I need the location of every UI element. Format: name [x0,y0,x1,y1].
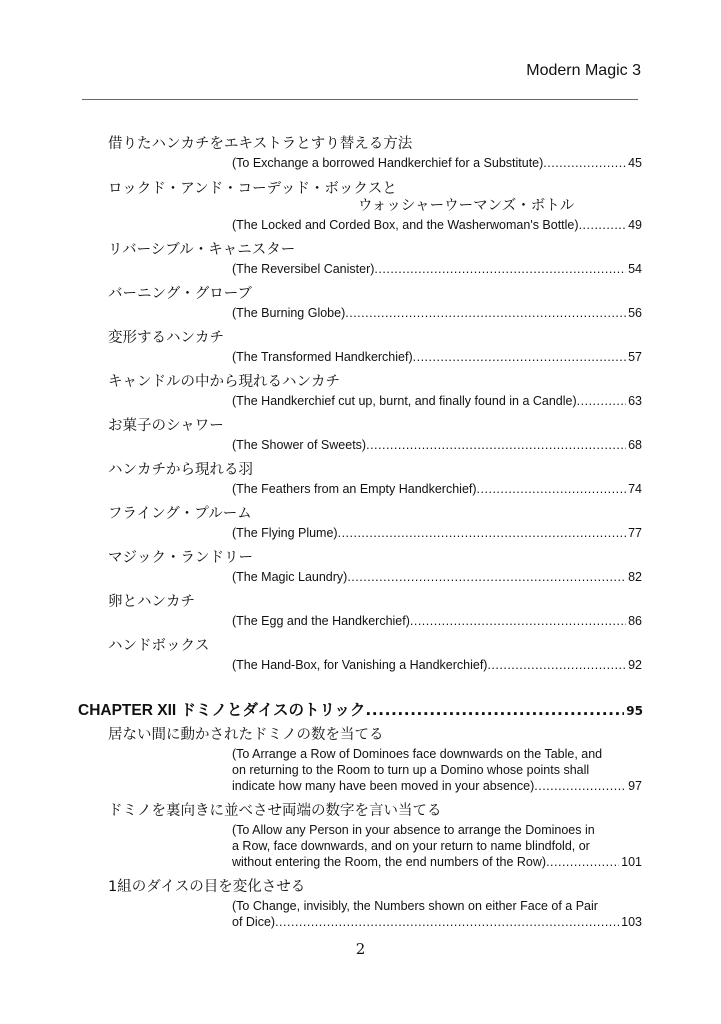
page-ref: 86 [628,614,642,628]
page-ref: 68 [628,438,642,452]
entry-title-en: (The Reversibel Canister) ..... 54 [232,261,642,277]
entry-title-en: (To Allow any Person in your absence to arrange the Dominoes in a Row, face downwards, and on your return to name blindfold, or without entering the Room, the end numbers of the Row) ..... 101 [232,822,642,870]
page-ref: 77 [628,526,642,540]
entry-title-en: (The Flying Plume) ..... 77 [232,525,642,541]
entry-title-ja: 卵とハンカチ [108,594,195,610]
entry-title-ja: 1組のダイスの目を変化させる [108,879,306,895]
entry-title-en: (The Feathers from an Empty Handkerchief) ..... 74 [232,481,642,497]
page-ref: 57 [628,350,642,364]
page-number: 2 [355,940,366,958]
page-ref: 63 [628,394,642,408]
entry-title-ja: マジック・ランドリー [108,550,253,566]
entry-title-ja: お菓子のシャワー [108,418,224,434]
page-ref: 103 [621,915,642,929]
entry-title-ja: 変形するハンカチ [108,330,224,346]
page-ref: 56 [628,306,642,320]
running-header: Modern Magic 3 [526,62,641,79]
entry-title-ja: フライング・プルーム [108,506,252,522]
entry-title-en: (The Handkerchief cut up, burnt, and finally found in a Candle) ..... 63 [232,393,642,409]
entry-title-en: (The Locked and Corded Box, and the Washerwoman's Bottle) ..... 49 [232,217,642,233]
entry-title-en: (The Hand-Box, for Vanishing a Handkerchief) ..... 92 [232,657,642,673]
page-ref: 97 [628,779,642,793]
page-ref: 74 [628,482,642,496]
entry-title-en: (To Change, invisibly, the Numbers shown on either Face of a Pair of Dice) ..... 103 [232,898,642,930]
chapter-heading: CHAPTER XII ドミノとダイスのトリック ..... 95 [78,698,643,720]
entry-title-ja: リバーシブル・キャニスター [108,242,296,258]
entry-title-en: (The Magic Laundry) ..... 82 [232,569,642,585]
entry-title-ja: ロックド・アンド・コーデッド・ボックスと [108,181,397,197]
entry-title-ja: ハンカチから現れる羽 [108,462,253,478]
entry-title-en: (To Arrange a Row of Dominoes face downwards on the Table, and on returning to the Room to turn up a Domino whose points shall indicate how many have been moved in your absence) ..... 97 [232,746,642,794]
entry-title-en: (The Transformed Handkerchief) ..... 57 [232,349,642,365]
page-ref: 95 [626,704,643,718]
entry-title-en: (The Burning Globe) ..... 56 [232,305,642,321]
page-ref: 49 [628,218,642,232]
header-rule [82,99,638,100]
page-ref: 45 [628,156,642,170]
page-ref: 92 [628,658,642,672]
entry-title-en: (The Egg and the Handkerchief) ..... 86 [232,613,642,629]
entry-title-ja: キャンドルの中から現れるハンカチ [108,374,340,390]
entry-title-ja: 居ない間に動かされたドミノの数を当てる [108,727,384,743]
entry-title-ja: ドミノを裏向きに並べさせ両端の数字を言い当てる [108,803,442,819]
entry-title-en: (To Exchange a borrowed Handkerchief for a Substitute) ..... 45 [232,155,642,171]
entry-title-ja-continuation: ウォッシャーウーマンズ・ボトル [358,198,575,214]
entry-title-ja: バーニング・グローブ [108,286,252,302]
page-ref: 82 [628,570,642,584]
entry-title-ja: 借りたハンカチをエキストラとすり替える方法 [108,136,413,152]
page-ref: 54 [628,262,642,276]
entry-title-en: (The Shower of Sweets) ..... 68 [232,437,642,453]
page-ref: 101 [621,855,642,869]
entry-title-ja: ハンドボックス [108,638,210,654]
